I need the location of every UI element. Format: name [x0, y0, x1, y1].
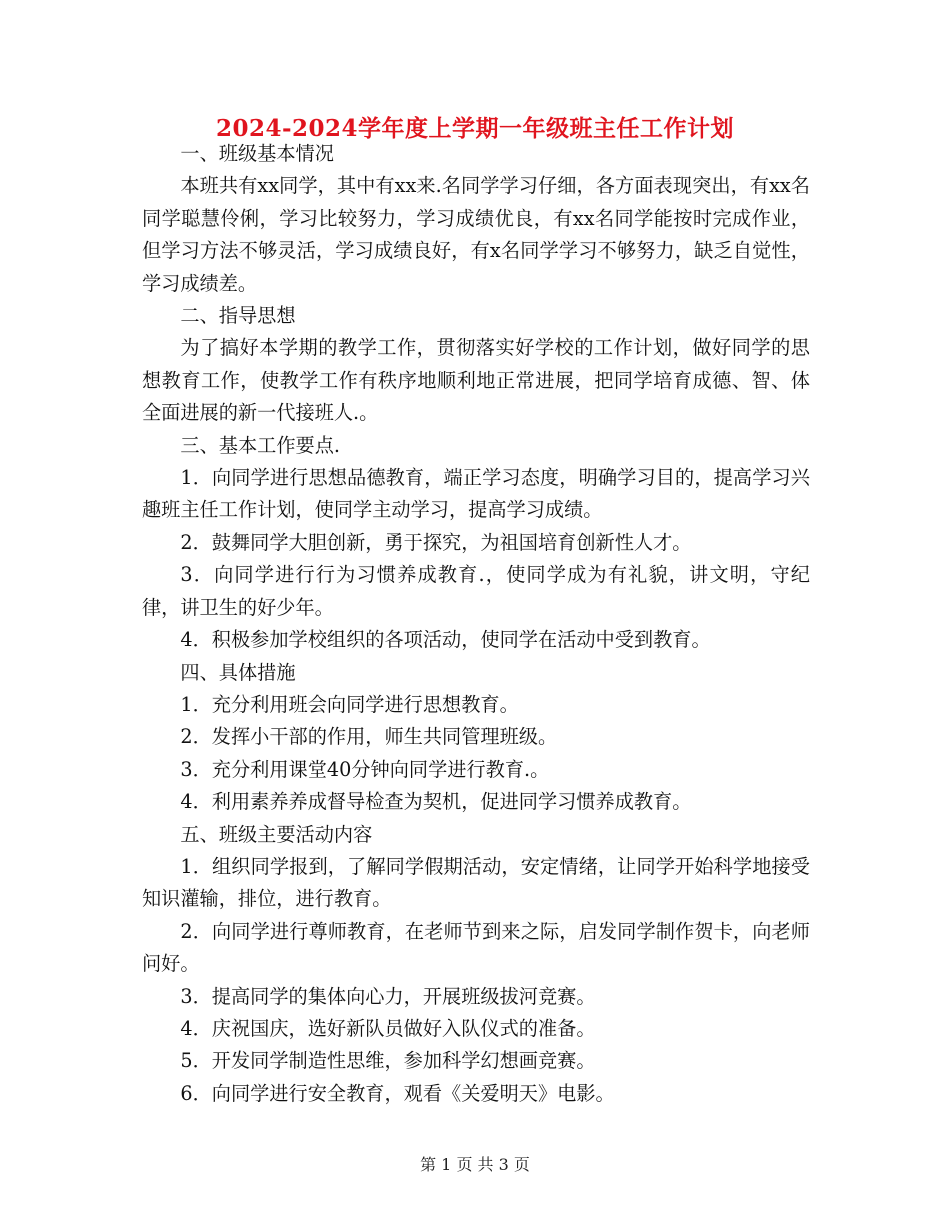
list-item-activity: 1．组织同学报到，了解同学假期活动，安定情绪，让同学开始科学地接受知识灌输，排位，进行教育。	[142, 854, 810, 911]
list-item-work-point: 2．鼓舞同学大胆创新，勇于探究，为祖国培育创新性人才。	[180, 530, 692, 554]
page-number-footer: 第 1 页 共 3 页	[420, 1155, 530, 1174]
section-heading-activities: 五、班级主要活动内容	[180, 822, 373, 846]
list-item-measure: 1．充分利用班会向同学进行思想教育。	[180, 692, 519, 716]
list-item-activity: 3．提高同学的集体向心力，开展班级拔河竞赛。	[180, 984, 596, 1008]
section-heading-class-situation: 一、班级基本情况	[180, 142, 334, 165]
list-item-activity: 4．庆祝国庆，选好新队员做好入队仪式的准备。	[180, 1016, 596, 1040]
list-item-measure: 4．利用素养养成督导检查为契机，促进同学习惯养成教育。	[180, 790, 692, 814]
section-heading-work-points: 三、基本工作要点.	[180, 433, 340, 457]
list-item-work-point: 1．向同学进行思想品德教育，端正学习态度，明确学习目的，提高学习兴趣班主任工作计划，使同学主动学习，提高学习成绩。	[142, 466, 810, 522]
list-item-work-point: 3．向同学进行行为习惯养成教育.，使同学成为有礼貌，讲文明，守纪律，讲卫生的好少年。	[142, 563, 810, 619]
section-heading-measures: 四、具体措施	[180, 660, 296, 684]
section-heading-guiding-ideology: 二、指导思想	[180, 304, 296, 328]
list-item-work-point: 4．积极参加学校组织的各项活动，使同学在活动中受到教育。	[180, 628, 711, 652]
paragraph-guiding-ideology: 为了搞好本学期的教学工作，贯彻落实好学校的工作计划，做好同学的思想教育工作，使教学工作有秩序地顺利地正常进展，把同学培育成德、智、体全面进展的新一代接班人.。	[142, 336, 810, 425]
document-title: 2024-2024学年度上学期一年级班主任工作计划	[215, 115, 735, 142]
paragraph-class-situation: 本班共有xx同学，其中有xx来.名同学学习仔细，各方面表现突出，有xx名同学聪慧伶俐，学习比较努力，学习成绩优良，有xx名同学能按时完成作业，但学习方法不够灵活，学习成绩良好，有x名同学学习不够努力，缺乏自觉性，学习成绩差。	[142, 174, 810, 295]
document-body	[142, 138, 810, 1110]
list-item-activity: 6．向同学进行安全教育，观看《关爱明天》电影。	[180, 1081, 615, 1105]
list-item-activity: 2．向同学进行尊师教育，在老师节到来之际，启发同学制作贺卡，向老师问好。	[142, 919, 810, 976]
list-item-activity: 5．开发同学制造性思维，参加科学幻想画竞赛。	[180, 1049, 596, 1073]
list-item-measure: 2．发挥小干部的作用，师生共同管理班级。	[180, 725, 558, 749]
list-item-measure: 3．充分利用课堂40分钟向同学进行教育.。	[180, 757, 550, 781]
